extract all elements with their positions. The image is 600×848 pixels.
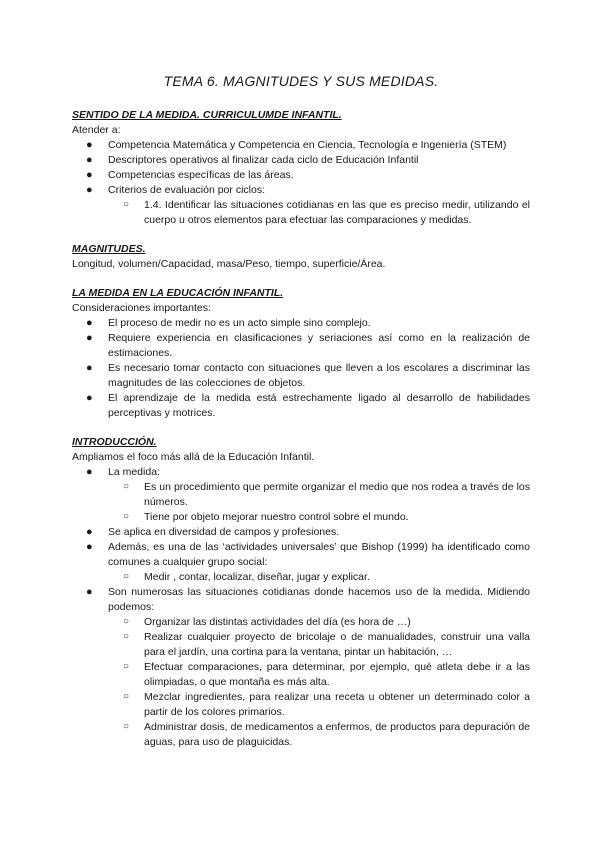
bullet-dot-icon: ● [86, 184, 93, 196]
bullet-dot-icon: ● [86, 466, 93, 478]
section-intro: Atender a: [72, 124, 121, 136]
list-item: ● Criterios de evaluación por ciclos: ○ 1.4. Identificar las situaciones cotidianas en las que es preciso medir, utilizando el cuerpo u otros elementos para efectuar las comparaciones y medidas. [86, 184, 530, 226]
bullet-circle-icon: ○ [123, 616, 130, 627]
section-introduccion [72, 435, 530, 750]
list-item: ● Competencia Matemática y Competencia en Ciencia, Tecnología e Ingeniería (STEM) [86, 139, 507, 151]
section-magnitudes [72, 242, 530, 272]
sub-list-item: ○ Mezclar ingredientes, para realizar una receta u obtener un determinado color a partir de los colores primarios. [123, 691, 530, 718]
sub-bullet-list [108, 615, 530, 750]
document-page [72, 72, 530, 764]
bullet-dot-icon: ● [86, 332, 93, 344]
document-title: TEMA 6. MAGNITUDES Y SUS MEDIDAS. [163, 73, 439, 89]
section-intro: Ampliamos el foco más allá de la Educación Infantil. [72, 451, 315, 463]
list-item: ● Requiere experiencia en clasificaciones y seriaciones así como en la realización de estimaciones. [86, 332, 530, 359]
bullet-dot-icon: ● [86, 154, 93, 166]
section-heading: MAGNITUDES. [72, 243, 146, 255]
section-heading: LA MEDIDA EN LA EDUCACIÓN INFANTIL. [72, 287, 284, 299]
sub-bullet-list [108, 198, 530, 228]
section-medida-infantil [72, 286, 530, 421]
bullet-dot-icon: ● [86, 362, 93, 374]
list-item: ● Es necesario tomar contacto con situaciones que lleven a los escolares a discriminar las magnitudes de las colecciones de objetos. [86, 362, 530, 389]
section-sentido [72, 108, 530, 228]
section-intro: Consideraciones importantes: [72, 302, 211, 314]
bullet-circle-icon: ○ [123, 571, 130, 582]
bullet-dot-icon: ● [86, 541, 93, 553]
list-item: ● Descriptores operativos al finalizar cada ciclo de Educación Infantil [86, 154, 419, 166]
list-item: ● Competencias específicas de las áreas. [86, 169, 294, 181]
list-item: ● La medida: ○ Es un procedimiento que permite organizar el medio que nos rodea a través de los números. ○ Tiene por objeto mejorar nuestro control sobre el mundo. [86, 466, 530, 523]
sub-list-item: ○ Medir , contar, localizar, diseñar, jugar y explicar. [123, 571, 370, 583]
bullet-dot-icon: ● [86, 392, 93, 404]
section-text: Longitud, volumen/Capacidad, masa/Peso, tiempo, superficie/Área. [72, 258, 386, 270]
list-item: ● Se aplica en diversidad de campos y profesiones. [86, 526, 340, 538]
bullet-dot-icon: ● [86, 526, 93, 538]
sub-list-item: ○ Realizar cualquier proyecto de bricolaje o de manualidades, construir una valla para el jardín, una cortina para la ventana, pintar un habitación, … [123, 631, 530, 658]
bullet-dot-icon: ● [86, 169, 93, 181]
sub-list-item: ○ Efectuar comparaciones, para determinar, por ejemplo, qué atleta debe ir a las olimpiadas, o que montaña es más alta. [123, 661, 530, 688]
bullet-circle-icon: ○ [123, 511, 130, 522]
list-item: ● Además, es una de las ‘actividades universales’ que Bishop (1999) ha identificado como comunes a cualquier grupo social: ○ Medir , contar, localizar, diseñar, jugar y explicar. [86, 541, 530, 583]
sub-list-item: ○ 1.4. Identificar las situaciones cotidianas en las que es preciso medir, utilizando el cuerpo u otros elementos para efectuar las comparaciones y medidas. [123, 199, 530, 226]
bullet-circle-icon: ○ [123, 199, 130, 210]
sub-bullet-list [108, 480, 530, 525]
list-item: ● Son numerosas las situaciones cotidianas donde hacemos uso de la medida. Midiendo podemos: ○ Organizar las distintas actividades del día (es hora de …) ○ Realizar cualquier proyecto de bricolaje o de manualidades, construir una valla para el jardín, una cortina para la ventana, pintar un habitación, … ○ Efectuar comparaciones, para determinar, por ejemplo, qué atleta debe ir a las olimpiadas, o que montaña es más alta. ○ Mezclar ingredientes, para realizar una receta u obtener un determinado color a partir de los colores primarios. ○ Administrar dosis, de medicamentos a enfermos, de productos para depuración de aguas, para uso de plaguicidas. [86, 586, 530, 748]
section-heading: SENTIDO DE LA MEDIDA. CURRICULUMDE INFANTIL. [72, 109, 342, 121]
sub-list-item: ○ Es un procedimiento que permite organizar el medio que nos rodea a través de los números. [123, 481, 530, 508]
bullet-dot-icon: ● [86, 586, 93, 598]
bullet-list [72, 138, 530, 228]
bullet-circle-icon: ○ [123, 691, 130, 702]
sub-list-item: ○ Tiene por objeto mejorar nuestro control sobre el mundo. [123, 511, 409, 523]
section-heading: INTRODUCCIÓN. [72, 436, 157, 448]
list-item: ● El proceso de medir no es un acto simple sino complejo. [86, 317, 371, 329]
bullet-circle-icon: ○ [123, 631, 130, 642]
sub-bullet-list [108, 570, 530, 585]
sub-list-item: ○ Organizar las distintas actividades del día (es hora de …) [123, 616, 411, 628]
bullet-dot-icon: ● [86, 317, 93, 329]
bullet-circle-icon: ○ [123, 481, 130, 492]
bullet-list [72, 316, 530, 421]
bullet-circle-icon: ○ [123, 661, 130, 672]
bullet-circle-icon: ○ [123, 721, 130, 732]
bullet-list [72, 465, 530, 750]
list-item: ● El aprendizaje de la medida está estrechamente ligado al desarrollo de habilidades perceptivas y motrices. [86, 392, 530, 419]
bullet-dot-icon: ● [86, 139, 93, 151]
sub-list-item: ○ Administrar dosis, de medicamentos a enfermos, de productos para depuración de aguas, para uso de plaguicidas. [123, 721, 530, 748]
